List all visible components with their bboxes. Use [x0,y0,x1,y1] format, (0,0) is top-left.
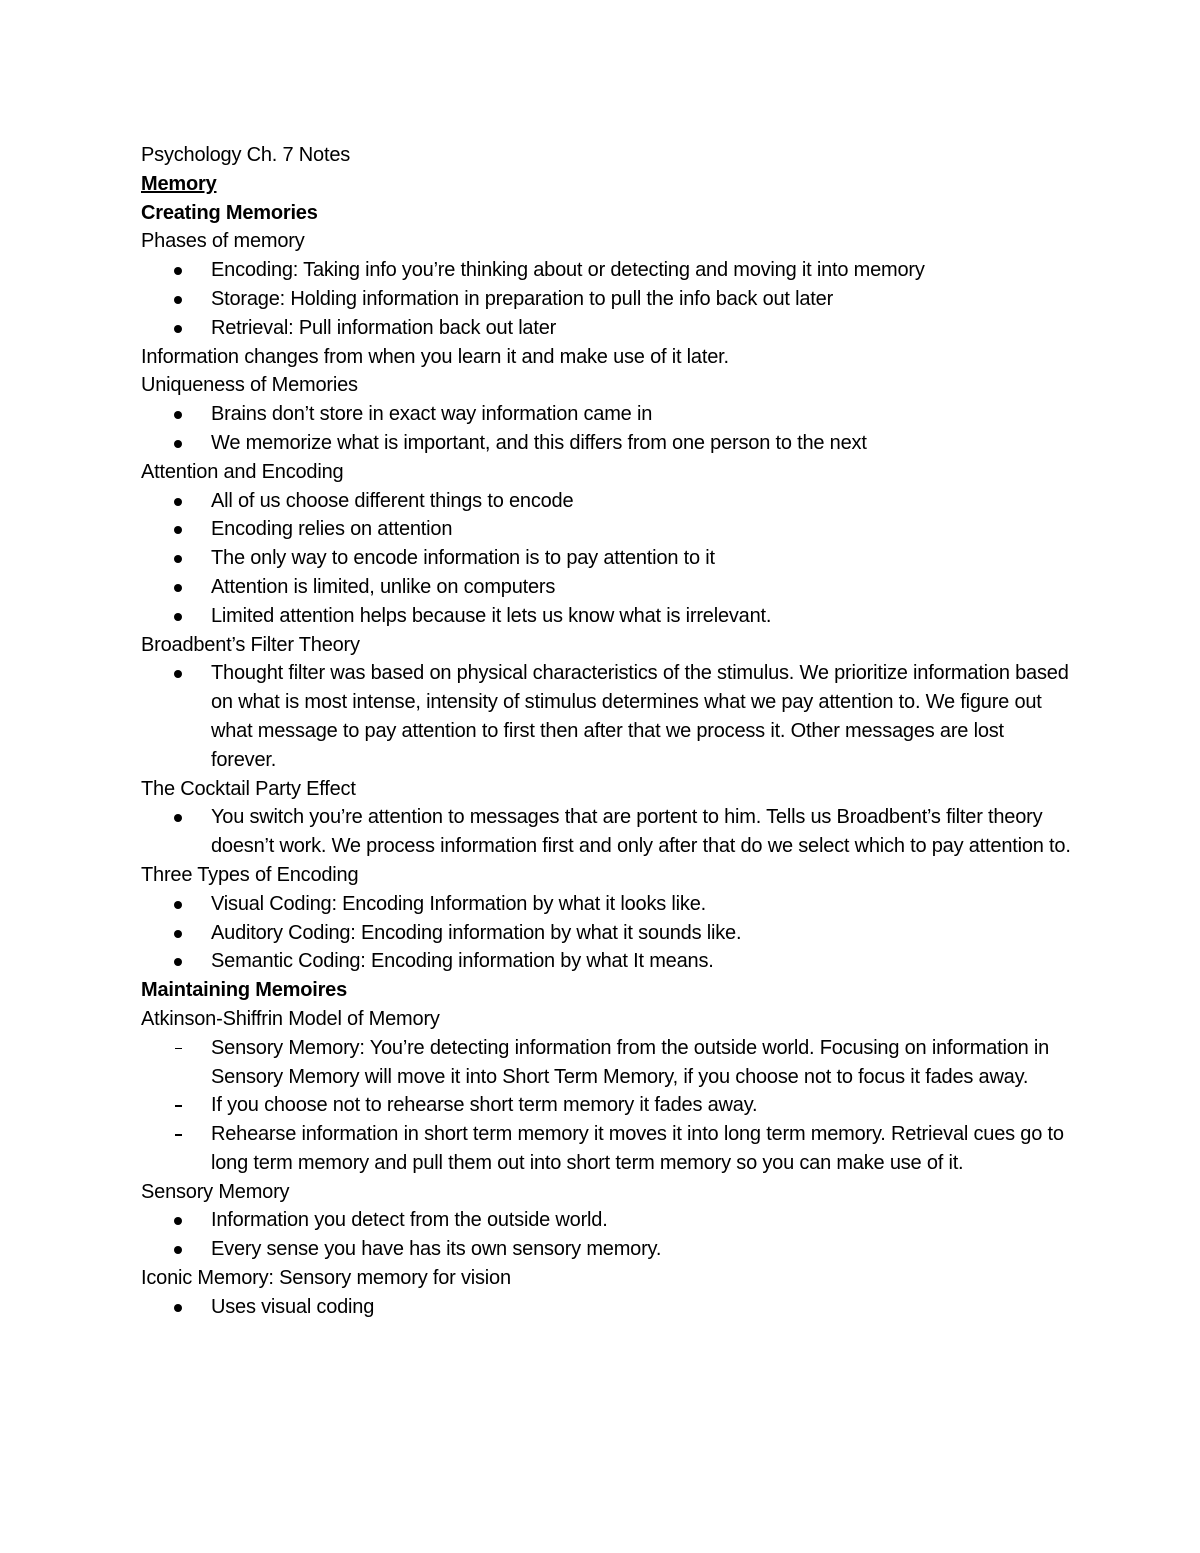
bullet-icon [174,1246,182,1254]
list-item: The only way to encode information is to pay attention to it [141,544,1071,573]
topic-atkinson-label: Atkinson-Shiffrin Model of Memory [141,1007,440,1030]
dash-icon [175,1105,182,1107]
chapter-heading: Memory [141,172,217,195]
topic-iconic-label: Iconic Memory: Sensory memory for vision [141,1267,511,1290]
iconic-list [141,1293,1071,1322]
list-item: Uses visual coding [141,1293,1071,1322]
bullet-icon [174,1217,182,1225]
list-item: Attention is limited, unlike on computers [141,573,1071,602]
bullet-icon [174,296,182,304]
section-heading-creating: Creating Memories [141,201,318,224]
bullet-icon [174,670,182,678]
list-item: Encoding: Taking info you’re thinking about or detecting and moving it into memory [141,256,1071,285]
bullet-icon [174,901,182,909]
attention-list [141,487,1071,631]
list-item: Auditory Coding: Encoding information by what it sounds like. [141,919,1071,948]
bullet-icon [174,267,182,275]
section-heading-maintaining: Maintaining Memoires [141,979,348,1002]
broadbent-list [141,659,1071,774]
list-item: Encoding relies on attention [141,515,1071,544]
dash-icon [175,1134,182,1136]
bullet-icon [174,555,182,563]
bullet-icon [174,584,182,592]
list-item: All of us choose different things to encode [141,487,1071,516]
topic-broadbent-label: Broadbent’s Filter Theory [141,633,360,656]
list-item: Retrieval: Pull information back out later [141,314,1071,343]
bullet-icon [174,1304,182,1312]
bullet-icon [174,325,182,333]
list-item: You switch you’re attention to messages that are portent to him. Tells us Broadbent’s filter theory doesn’t work. We process information first and only after that do we select which to pay attention to. [141,803,1071,861]
topic-sensory-label: Sensory Memory [141,1180,290,1203]
list-item: Every sense you have has its own sensory memory. [141,1235,1071,1264]
bullet-icon [174,613,182,621]
dash-icon [175,1048,182,1050]
list-item: Sensory Memory: You’re detecting information from the outside world. Focusing on information in Sensory Memory will move it into Short Term Memory, if you choose not to focus it fades away. [141,1034,1071,1092]
list-item: Limited attention helps because it lets us know what is irrelevant. [141,602,1071,631]
bullet-icon [174,440,182,448]
bullet-icon [174,958,182,966]
bullet-icon [174,814,182,822]
list-item: Brains don’t store in exact way information came in [141,400,1071,429]
uniqueness-list [141,400,1071,458]
list-item: Visual Coding: Encoding Information by what it looks like. [141,890,1071,919]
document-page [141,141,1071,1322]
sensory-list [141,1206,1071,1264]
atkinson-list [141,1034,1071,1178]
coding-list [141,890,1071,976]
bullet-icon [174,411,182,419]
topic-attention-label: Attention and Encoding [141,460,344,483]
list-item: Rehearse information in short term memory it moves it into long term memory. Retrieval cues go to long term memory and pull them out into short term memory so you can make use of it. [141,1120,1071,1178]
cocktail-list [141,803,1071,861]
bullet-icon [174,498,182,506]
topic-phases-label: Phases of memory [141,230,305,253]
document-title: Psychology Ch. 7 Notes [141,144,351,166]
topic-coding-label: Three Types of Encoding [141,863,359,886]
bullet-icon [174,930,182,938]
phases-list [141,256,1071,342]
list-item: Thought filter was based on physical characteristics of the stimulus. We prioritize information based on what is most intense, intensity of stimulus determines what we pay attention to. We figure out what message to pay attention to first then after that we process it. Other messages are lost forever. [141,659,1071,774]
bullet-icon [174,526,182,534]
info-changes-text: Information changes from when you learn it and make use of it later. [141,345,729,368]
topic-cocktail-label: The Cocktail Party Effect [141,777,356,800]
topic-uniqueness-label: Uniqueness of Memories [141,374,358,397]
list-item: If you choose not to rehearse short term memory it fades away. [141,1091,1071,1120]
list-item: Storage: Holding information in preparation to pull the info back out later [141,285,1071,314]
list-item: We memorize what is important, and this differs from one person to the next [141,429,1071,458]
list-item: Semantic Coding: Encoding information by what It means. [141,947,1071,976]
list-item: Information you detect from the outside world. [141,1206,1071,1235]
